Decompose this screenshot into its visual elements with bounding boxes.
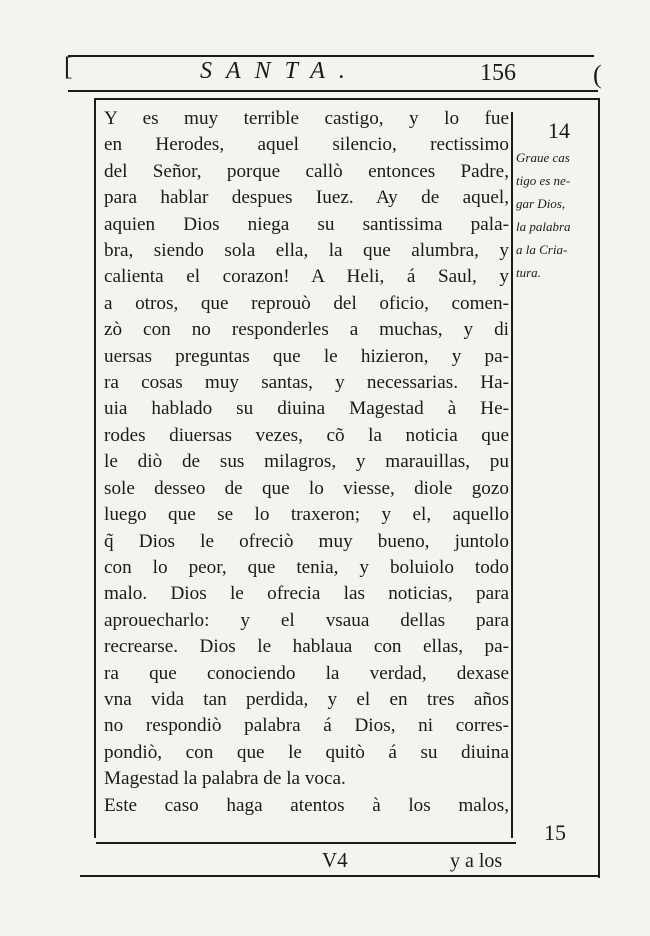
text-line: ra cosas muy santas, y necessarias. Ha- [104,372,509,394]
catchword: y a los [450,850,503,872]
margin-number-bottom: 15 [544,820,566,845]
page-number: 156 [480,60,516,86]
text-line: q̃ Dios le ofreciò muy bueno, juntolo [104,530,509,552]
text-line: vna vida tan perdida, y el en tres años [104,688,509,710]
margin-note-line: gar Dios, [516,196,566,211]
text-line: Magestad la palabra de la voca. [104,768,346,790]
text-line: uia hablado su diuina Magestad à He- [104,398,509,420]
text-line: Este caso haga atentos à los malos, [104,794,509,816]
text-line: Y es muy terrible castigo, y lo fue [104,108,509,129]
text-line: calienta el corazon! A Heli, á Saul, y [104,266,509,288]
header-left-bracket: [ [64,52,73,81]
text-line: malo. Dios le ofrecia las noticias, para [104,583,509,605]
text-line: con lo peor, que tenia, y boluiolo todo [104,556,509,578]
text-line: zò con no responderles a muchas, y di [104,319,509,341]
text-line: recrearse. Dios le hablaua con ellas, pa- [104,636,509,658]
footer-rule [96,842,516,844]
margin-note-line: tigo es ne- [516,173,571,188]
page-bottom-rule [80,875,598,877]
text-line: en Herodes, aquel silencio, rectissimo [104,134,509,156]
header-bottom-rule [68,90,598,92]
signature-mark: V4 [322,848,348,872]
text-line: pondiò, con que le quitò á su diuina [104,741,509,763]
text-line: para hablar despues Iuez. Ay de aquel, [104,187,509,209]
frame-left-rule [94,98,96,838]
text-line: bra, siendo sola ella, la que alumbra, y [104,240,509,262]
text-line: no respondiò palabra á Dios, ni corres- [104,715,509,737]
text-line: del Señor, porque callò entonces Padre, [104,160,509,182]
frame-top-rule [94,98,600,100]
text-line: ra que conociendo la verdad, dexase [104,662,509,684]
margin-column-rule [511,112,513,838]
running-head: SANTA. [200,58,359,84]
margin-note-line: la palabra [516,219,571,234]
header-top-rule [68,55,594,57]
margin-note-line: tura. [516,265,541,280]
text-line: a otros, que reprouò del oficio, comen- [104,292,509,314]
text-line: luego que se lo traxeron; y el, aquello [104,504,509,526]
margin-note-line: Graue cas [516,150,570,165]
body-text [104,106,509,819]
text-line: aquien Dios niega su santissima pala- [104,213,509,235]
frame-right-rule [598,98,600,878]
text-line: uersas preguntas que le hizieron, y pa- [104,345,509,367]
margin-note-line: a la Cria- [516,242,568,257]
margin-number-top: 14 [548,118,570,143]
text-line: sole desseo de que lo viesse, diole gozo [104,477,509,499]
header-right-bracket: ( [593,60,602,89]
text-line: rodes diuersas vezes, cõ la noticia que [104,424,509,446]
text-line: le diò de sus milagros, y marauillas, pu [104,451,509,473]
margin-note [516,146,594,284]
text-line: aprouecharlo: y el vsaua dellas para [104,609,509,631]
